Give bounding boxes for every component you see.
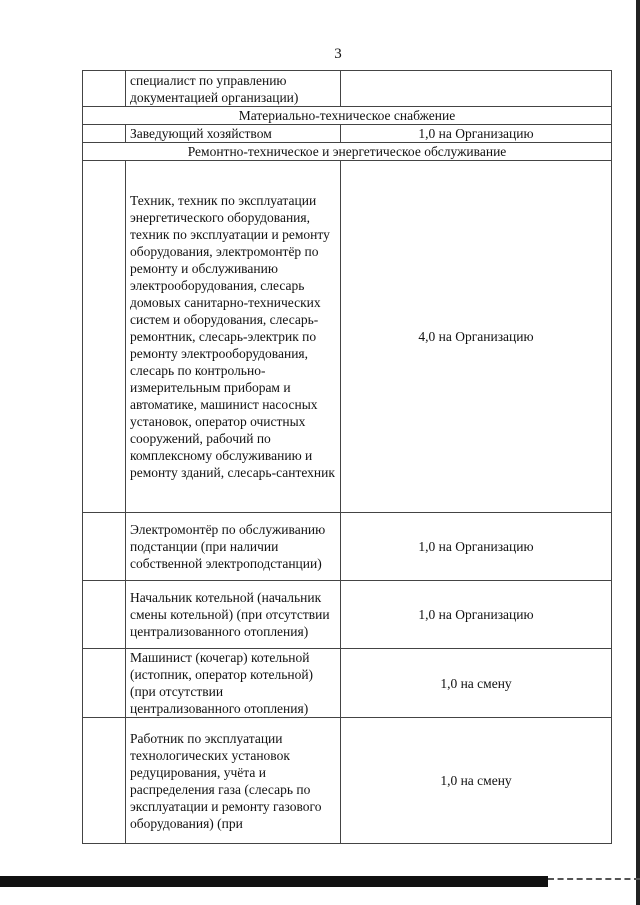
section-heading-row: [83, 107, 612, 125]
position-cell: специалист по управлению документацией организации): [126, 71, 341, 107]
row-number-cell: [83, 581, 126, 649]
position-cell: Заведующий хозяйством: [126, 125, 341, 143]
staffing-table: [82, 70, 612, 844]
scan-bottom-bar-tail: [548, 878, 640, 882]
norm-cell: 4,0 на Организацию: [341, 161, 612, 513]
section-heading: Материально-техническое снабжение: [83, 107, 612, 125]
norm-cell: 1,0 на Организацию: [341, 125, 612, 143]
position-cell: Электромонтёр по обслуживанию подстанции (при наличии собственной электроподстанции): [126, 513, 341, 581]
page-number: 3: [334, 46, 342, 62]
table-row: [83, 718, 612, 844]
scan-bottom-bar: [0, 876, 548, 887]
section-heading-row: [83, 143, 612, 161]
table-row: [83, 161, 612, 513]
row-number-cell: [83, 513, 126, 581]
table-row: [83, 513, 612, 581]
norm-cell: 1,0 на смену: [341, 649, 612, 718]
table-row: [83, 581, 612, 649]
position-cell: Машинист (кочегар) котельной (истопник, оператор котельной) (при отсутствии централизованного отопления): [126, 649, 341, 718]
norm-cell: 1,0 на смену: [341, 718, 612, 844]
norm-cell: 1,0 на Организацию: [341, 513, 612, 581]
norm-cell: 1,0 на Организацию: [341, 581, 612, 649]
table-row: [83, 125, 612, 143]
scan-edge-line: [636, 0, 640, 905]
position-cell: Техник, техник по эксплуатации энергетического оборудования, техник по эксплуатации и ремонту оборудования, электромонтёр по ремонту и обслуживанию электрооборудования, слесарь домовых санитарно-технических систем и оборудования, слесарь-ремонтник, слесарь-электрик по ремонту электрооборудования, слесарь по контрольно-измерительным приборам и автоматике, машинист насосных установок, оператор очистных сооружений, рабочий по комплексному обслуживанию и ремонту зданий, слесарь-сантехник: [126, 161, 341, 513]
position-cell: Начальник котельной (начальник смены котельной) (при отсутствии централизованного отопления): [126, 581, 341, 649]
section-heading: Ремонтно-техническое и энергетическое обслуживание: [83, 143, 612, 161]
table-row: [83, 71, 612, 107]
row-number-cell: [83, 71, 126, 107]
row-number-cell: [83, 718, 126, 844]
row-number-cell: [83, 125, 126, 143]
position-cell: Работник по эксплуатации технологических установок редуцирования, учёта и распределения газа (слесарь по эксплуатации и ремонту газового оборудования) (при: [126, 718, 341, 844]
row-number-cell: [83, 161, 126, 513]
row-number-cell: [83, 649, 126, 718]
table-row: [83, 649, 612, 718]
norm-cell: [341, 71, 612, 107]
